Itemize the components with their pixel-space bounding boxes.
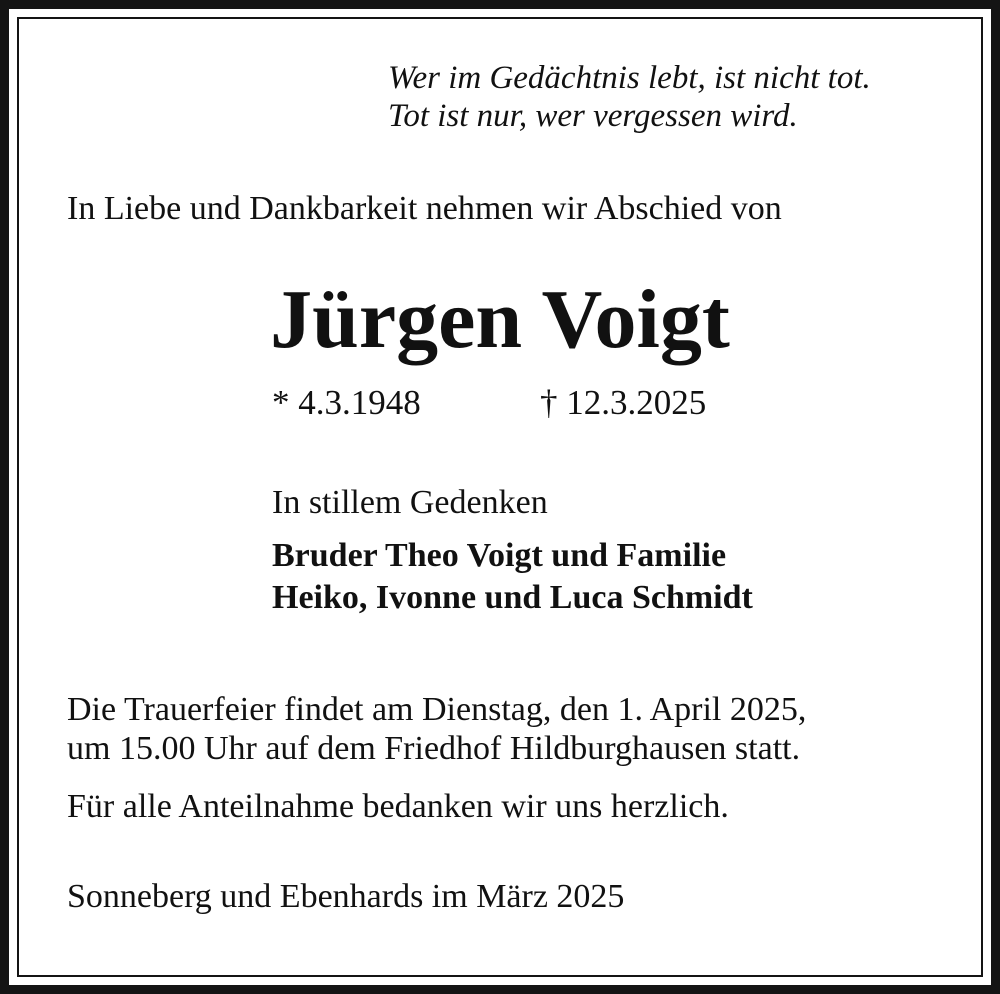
place-date: Sonneberg und Ebenhards im März 2025 (67, 878, 625, 915)
thanks-text: Für alle Anteilnahme bedanken wir uns herzlich. (67, 788, 729, 825)
mourners-line-1: Bruder Theo Voigt und Familie (272, 537, 727, 574)
service-line-2: um 15.00 Uhr auf dem Friedhof Hildburghausen statt. (67, 730, 801, 767)
motto-line-1: Wer im Gedächtnis lebt, ist nicht tot. (388, 60, 871, 96)
deceased-name: Jürgen Voigt (270, 273, 730, 366)
motto-line-2: Tot ist nur, wer vergessen wird. (388, 98, 798, 134)
mourners-heading: In stillem Gedenken (272, 484, 548, 521)
death-date: † 12.3.2025 (540, 383, 707, 422)
mourners-line-2: Heiko, Ivonne und Luca Schmidt (272, 579, 753, 616)
intro-text: In Liebe und Dankbarkeit nehmen wir Abschied von (67, 190, 782, 227)
birth-date: * 4.3.1948 (272, 383, 421, 422)
service-line-1: Die Trauerfeier findet am Dienstag, den 1. April 2025, (67, 691, 807, 728)
